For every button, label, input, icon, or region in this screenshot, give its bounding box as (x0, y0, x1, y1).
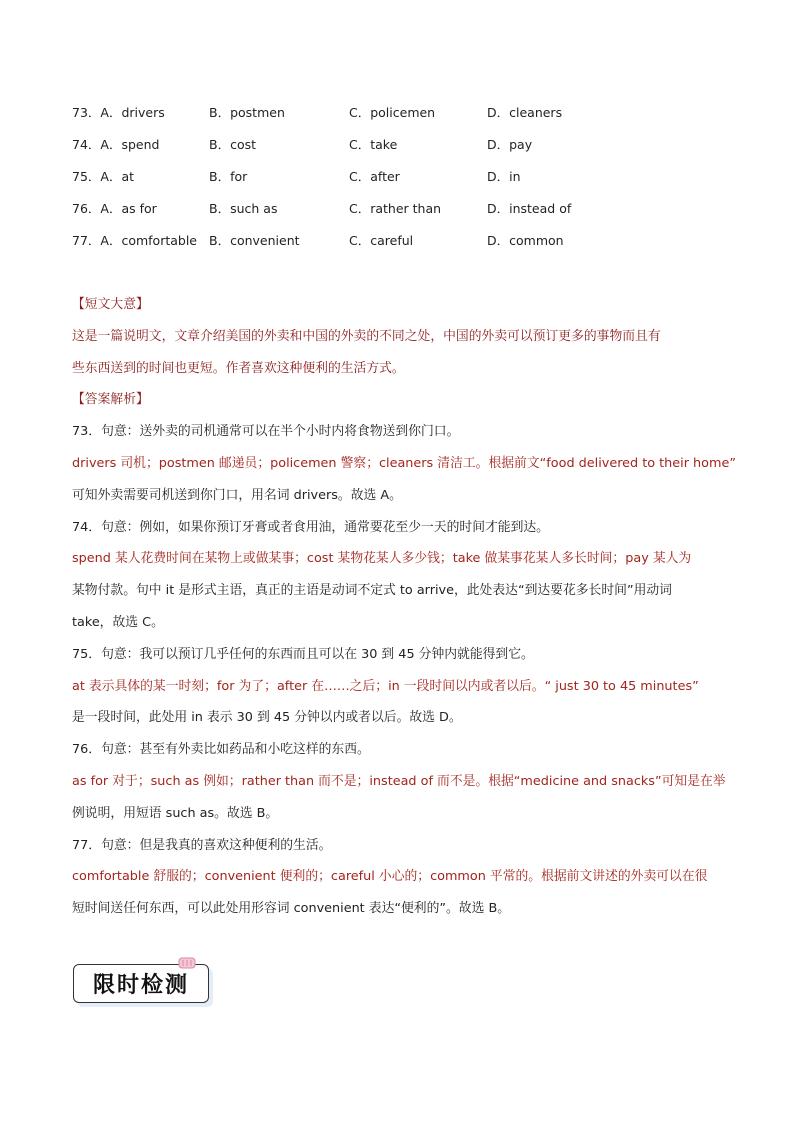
q75-explanation: at 表示具体的某一时刻；for 为了；after 在……之后；in 一段时间以内或者以后。“ just 30 to 45 minutes” (72, 678, 699, 694)
option-b: B．cost (209, 137, 257, 152)
q73-title: 73．句意：送外卖的司机通常可以在半个小时内将食物送到你门口。 (72, 424, 460, 440)
summary-header: 【短文大意】 (72, 297, 149, 312)
option-b: B．convenient (209, 233, 300, 248)
option-b: B．postmen (209, 105, 285, 120)
option-a: 77．A．comfortable (72, 233, 198, 248)
summary-line: 些东西送到的时间也更短。作者喜欢这种便利的生活方式。 (72, 360, 405, 376)
option-row-74 (72, 132, 712, 164)
option-a: 74．A．spend (72, 137, 160, 152)
q76-title: 76．句意：甚至有外卖比如药品和小吃这样的东西。 (72, 742, 370, 758)
option-a: 73．A．drivers (72, 105, 165, 120)
q77-explanation: 短时间送任何东西，可以此处用形容词 convenient 表达“便利的”。故选 B。 (72, 901, 511, 917)
q73-explanation: drivers 司机；postmen 邮递员；policemen 警察；cleaners 清洁工。根据前文“food delivered to their home” (72, 455, 736, 471)
option-c: C．take (349, 137, 398, 152)
option-a: 76．A．as for (72, 201, 157, 216)
q77-explanation: comfortable 舒服的；convenient 便利的；careful 小心的；common 平常的。根据前文讲述的外卖可以在很 (72, 869, 708, 885)
explanation-content (72, 289, 736, 925)
analysis-header: 【答案解析】 (72, 392, 149, 408)
option-c: C．rather than (349, 201, 442, 216)
q73-explanation: 可知外卖需要司机送到你门口，用名词 drivers。故选 A。 (72, 487, 402, 503)
q76-explanation: 例说明，用短语 such as。故选 B。 (72, 805, 279, 821)
q74-explanation: spend 某人花费时间在某物上或做某事；cost 某物花某人多少钱；take 做某事花某人多长时间；pay 某人为 (72, 551, 692, 567)
q74-explanation: 某物付款。句中 it 是形式主语，真正的主语是动词不定式 to arrive，此处表达“到达要花多长时间”用动词 (72, 583, 672, 599)
summary-line: 这是一篇说明文，文章介绍美国的外卖和中国的外卖的不同之处，中国的外卖可以预订更多的事物而且有 (72, 328, 661, 344)
option-c: C．after (349, 169, 400, 184)
q77-title: 77．句意：但是我真的喜欢这种便利的生活。 (72, 837, 332, 853)
option-d: D．instead of (487, 201, 572, 216)
option-b: B．for (209, 169, 248, 184)
q74-title: 74．句意：例如，如果你预订牙膏或者食用油，通常要花至少一天的时间才能到达。 (72, 519, 549, 535)
paper-clip-icon (177, 956, 197, 970)
option-b: B．such as (209, 201, 278, 216)
option-c: C．policemen (349, 105, 436, 120)
option-d: D．common (487, 233, 564, 248)
option-a: 75．A．at (72, 169, 135, 184)
option-row-77 (72, 228, 712, 260)
option-row-73 (72, 100, 712, 132)
option-d: D．cleaners (487, 105, 563, 120)
option-d: D．in (487, 169, 521, 184)
option-c: C．careful (349, 233, 414, 248)
answer-options (72, 100, 712, 260)
q75-title: 75．句意：我可以预订几乎任何的东西而且可以在 30 到 45 分钟内就能得到它。 (72, 646, 534, 662)
q76-explanation: as for 对于；such as 例如；rather than 而不是；instead of 而不是。根据“medicine and snacks”可知是在举 (72, 773, 726, 789)
q75-explanation: 是一段时间，此处用 in 表示 30 到 45 分钟以内或者以后。故选 D。 (72, 710, 462, 726)
banner-title: 限时检测 (92, 972, 189, 998)
option-row-76 (72, 196, 712, 228)
option-row-75 (72, 164, 712, 196)
option-d: D．pay (487, 137, 533, 152)
q74-explanation: take，故选 C。 (72, 614, 164, 630)
section-banner (73, 962, 213, 1008)
